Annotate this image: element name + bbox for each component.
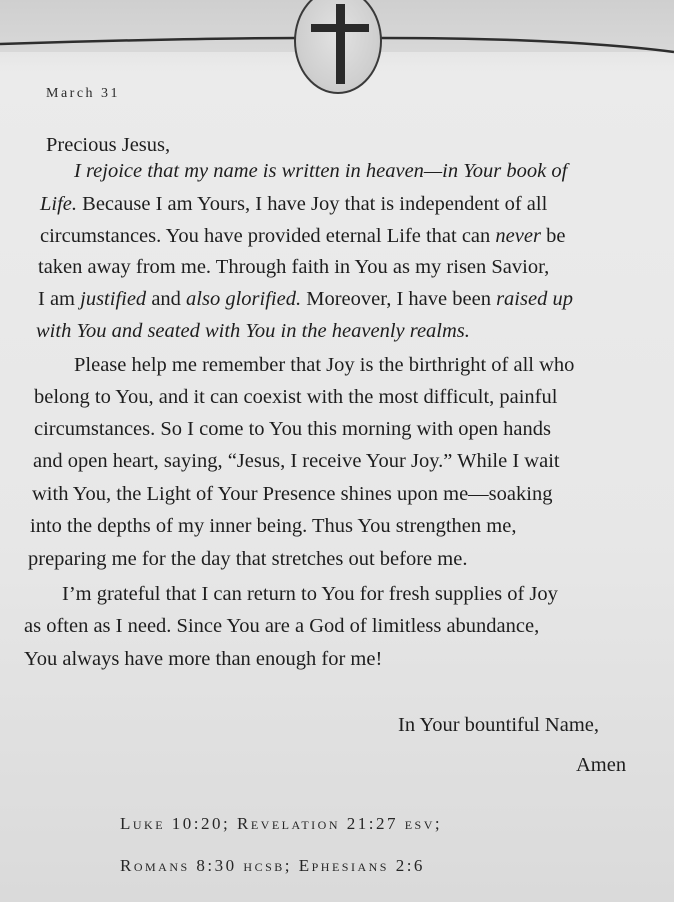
para1-raised-up: raised up [496, 288, 573, 310]
para1-line2-text: Because I am Yours, I have Joy that is independent of all [77, 193, 548, 215]
para2-line4: and open heart, saying, “Jesus, I receive Your Joy.” While I wait [33, 450, 560, 472]
para1-line3-text: circumstances. You have provided eternal Life that can [40, 225, 496, 247]
scripture-refs-line2: Romans 8:30 hcsb; Ephesians 2:6 [120, 856, 425, 875]
para1-justified: justified [80, 288, 147, 310]
para1-line3-end: be [540, 225, 566, 247]
para2-line2: belong to You, and it can coexist with the most difficult, painful [34, 386, 558, 408]
para1-line5-c: Moreover, I have been [301, 288, 497, 310]
closing-line1: In Your bountiful Name, [398, 714, 600, 736]
para2-line6: into the depths of my inner being. Thus You strengthen me, [30, 515, 517, 537]
salutation: Precious Jesus, [46, 134, 171, 156]
para3-line2: as often as I need. Since You are a God of limitless abundance, [24, 615, 540, 637]
para1-glorified: also glorified. [186, 288, 302, 310]
para2-line5: with You, the Light of Your Presence shines upon me—soaking [32, 483, 553, 505]
para1-line5-b: and [146, 288, 187, 310]
date-heading: March 31 [46, 86, 121, 101]
para1-line5 [38, 288, 573, 311]
para1-life: Life. [40, 193, 78, 215]
para1-never: never [495, 225, 541, 247]
para1-line6-text: with You and seated with You in the heavenly realms. [36, 320, 470, 342]
para1-line3 [40, 225, 565, 248]
para2-line7: preparing me for the day that stretches out before me. [28, 548, 468, 570]
para1-line5-a: I am [38, 288, 81, 310]
para3-line3: You always have more than enough for me! [24, 648, 383, 670]
para2-line1: Please help me remember that Joy is the birthright of all who [74, 354, 575, 376]
para1-line1-text: I rejoice that my name is written in heaven—in Your book of [74, 160, 568, 182]
para2-line3: circumstances. So I come to You this morning with open hands [34, 418, 552, 440]
closing-amen: Amen [576, 754, 627, 776]
scripture-refs-line1: Luke 10:20; Revelation 21:27 esv; [120, 814, 443, 833]
para3-line1: I’m grateful that I can return to You for fresh supplies of Joy [62, 583, 558, 605]
para1-line2 [40, 193, 547, 216]
cross-medallion [294, 0, 382, 94]
para1-line4: taken away from me. Through faith in You as my risen Savior, [38, 256, 550, 278]
para1-line6 [36, 320, 470, 343]
cross-icon [296, 0, 384, 96]
para1-line1 [74, 160, 567, 183]
